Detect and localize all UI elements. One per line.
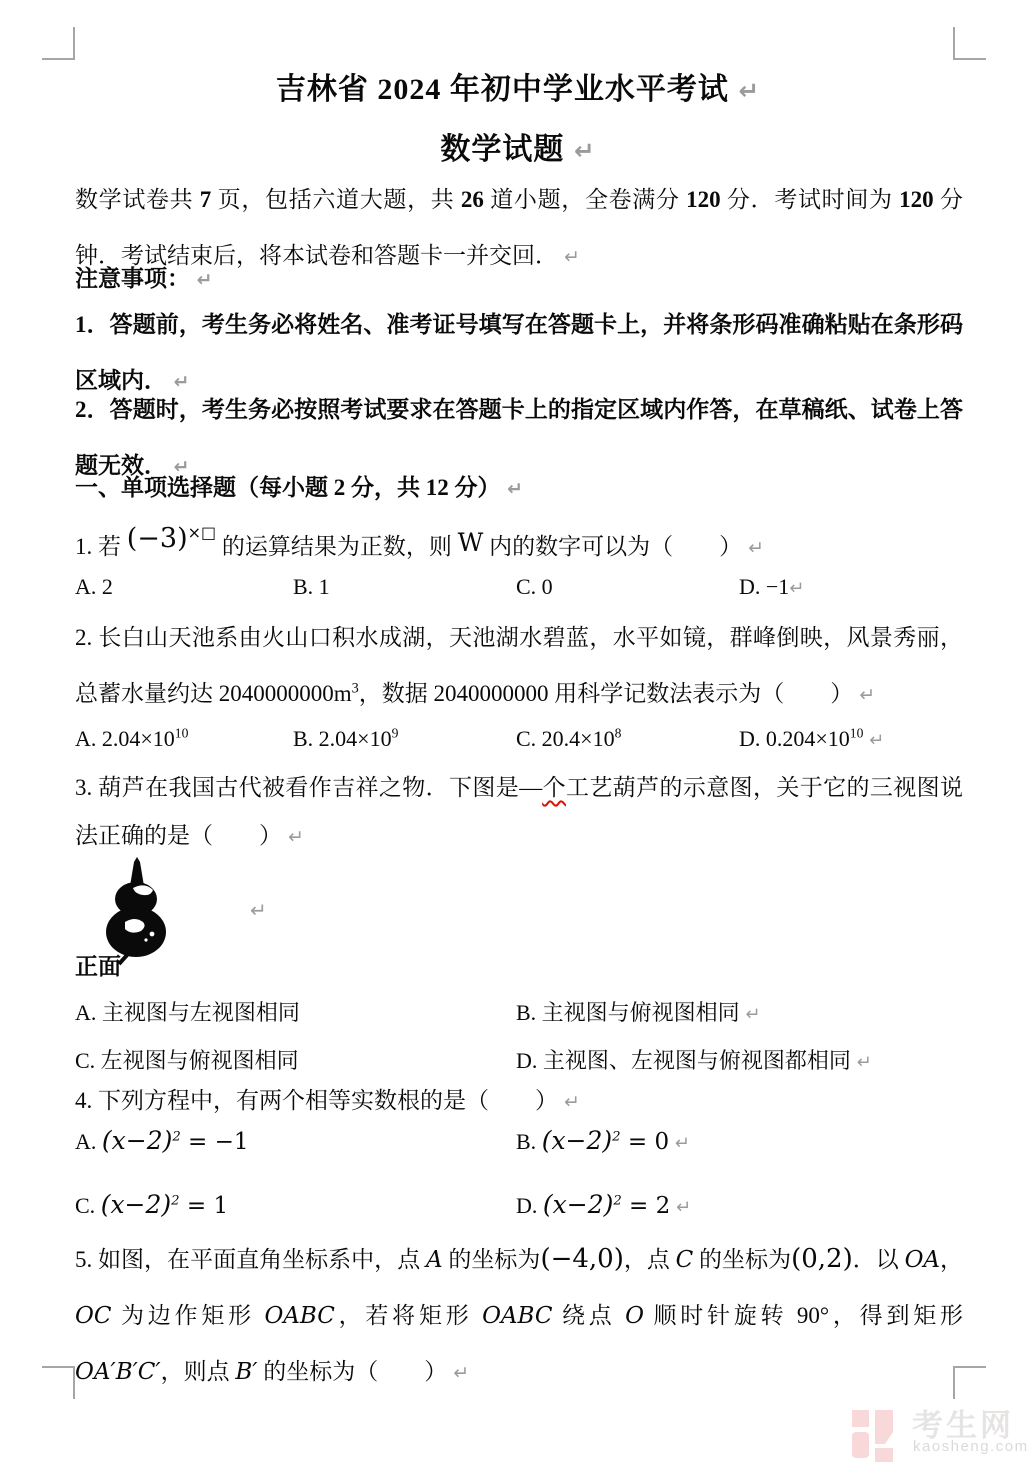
section-1-heading: 一、单项选择题（每小题 2 分，共 12 分） ↵ xyxy=(75,475,523,500)
watermark-domain: kaosheng.com xyxy=(913,1438,1029,1455)
exam-title: 吉林省 2024 年初中学业水平考试 ↵ xyxy=(275,73,761,106)
crop-mark-bottom-left-icon xyxy=(42,1366,75,1399)
question-3-stem: 3. 葫芦在我国古代被看作吉祥之物．下图是—个工艺葫芦的示意图，关于它的三视图说法正确的是（ ） ↵ xyxy=(75,775,964,848)
question-5-stem: 5. 如图，在平面直角坐标系中，点 A 的坐标为(−4,0)，点 C 的坐标为(0,2)．以 OA，OC 为边作矩形 OABC，若将矩形 OABC 绕点 O 顺时针旋转 90°，得到矩形 OA′B′C′，则点 B′ 的坐标为（ ） ↵ xyxy=(75,1244,964,1385)
question-1-option-c: C. 0 xyxy=(516,574,553,599)
watermark-name: 考生网 xyxy=(912,1408,1014,1443)
question-2-stem: 2. 长白山天池系由火山口积水成湖，天池湖水碧蓝，水平如镜，群峰倒映，风景秀丽，总蓄水量约达 $2040000000m^3$，数据 2040000000 用科学记数法表示为（ ） ↵ xyxy=(75,625,963,706)
crop-mark-top-right-icon xyxy=(953,27,986,60)
question-3-option-a: A. 主视图与左视图相同 xyxy=(75,1000,300,1025)
question-4-option-b: B. $(x-2)^2 = 0$ ↵ xyxy=(516,1126,690,1155)
watermark-logo-icon xyxy=(850,1398,908,1468)
exam-intro-paragraph: 数学试卷共 7 页，包括六道大题，共 26 道小题，全卷满分 120 分．考试时间为 120 分钟．考试结束后，将本试卷和答题卡一并交回． ↵ xyxy=(75,187,964,268)
question-2-option-a: A. $2.04\times 10^{10}$ xyxy=(75,725,189,751)
question-4-options-row-2 xyxy=(75,1190,975,1232)
question-3-option-d: D. 主视图、左视图与俯视图都相同 ↵ xyxy=(516,1048,872,1073)
question-4-option-d: D. $(x-2)^2 = 2$ ↵ xyxy=(516,1190,692,1219)
watermark xyxy=(850,1398,1036,1472)
question-2-option-d: D. $0.204\times 10^{10}$ ↵ xyxy=(739,725,885,751)
question-3-options-row-1 xyxy=(75,996,975,1030)
question-4-options-row-1 xyxy=(75,1126,975,1168)
question-4-option-a: A. $(x-2)^2 = -1$ xyxy=(75,1126,249,1155)
figure-paragraph-mark: ↵ xyxy=(250,898,267,922)
question-1-stem: 1. 若 (−3)×□ 的运算结果为正数，则 W 内的数字可以为（ ） ↵ xyxy=(75,523,764,559)
notice-heading: 注意事项： ↵ xyxy=(75,266,213,291)
gourd-icon xyxy=(73,854,233,982)
question-2-option-b: B. $2.04\times 10^9$ xyxy=(293,725,399,751)
crop-mark-top-left-icon xyxy=(42,27,75,60)
question-4-stem: 4. 下列方程中，有两个相等实数根的是（ ） ↵ xyxy=(75,1088,580,1113)
question-3-options-row-2 xyxy=(75,1044,975,1078)
question-4-option-c: C. $(x-2)^2 = 1$ xyxy=(75,1190,229,1219)
notice-item-1: 1．答题前，考生务必将姓名、准考证号填写在答题卡上，并将条形码准确粘贴在条形码区域内． ↵ xyxy=(75,312,963,393)
figure-front-label: 正面 xyxy=(75,954,121,979)
question-1-options xyxy=(75,574,975,608)
question-3-option-c: C. 左视图与俯视图相同 xyxy=(75,1048,299,1073)
question-1-option-a: A. 2 xyxy=(75,574,113,599)
question-1-option-d: D. −1↵ xyxy=(739,574,805,599)
notice-item-2: 2．答题时，考生务必按照考试要求在答题卡上的指定区域内作答，在草稿纸、试卷上答题无效． ↵ xyxy=(75,397,963,478)
exam-subtitle: 数学试题 ↵ xyxy=(440,133,596,166)
question-2-options xyxy=(75,726,975,760)
question-2-option-c: C. $20.4\times 10^8$ xyxy=(516,725,622,751)
question-3-option-b: B. 主视图与俯视图相同 ↵ xyxy=(516,1000,761,1025)
question-1-option-b: B. 1 xyxy=(293,574,330,599)
